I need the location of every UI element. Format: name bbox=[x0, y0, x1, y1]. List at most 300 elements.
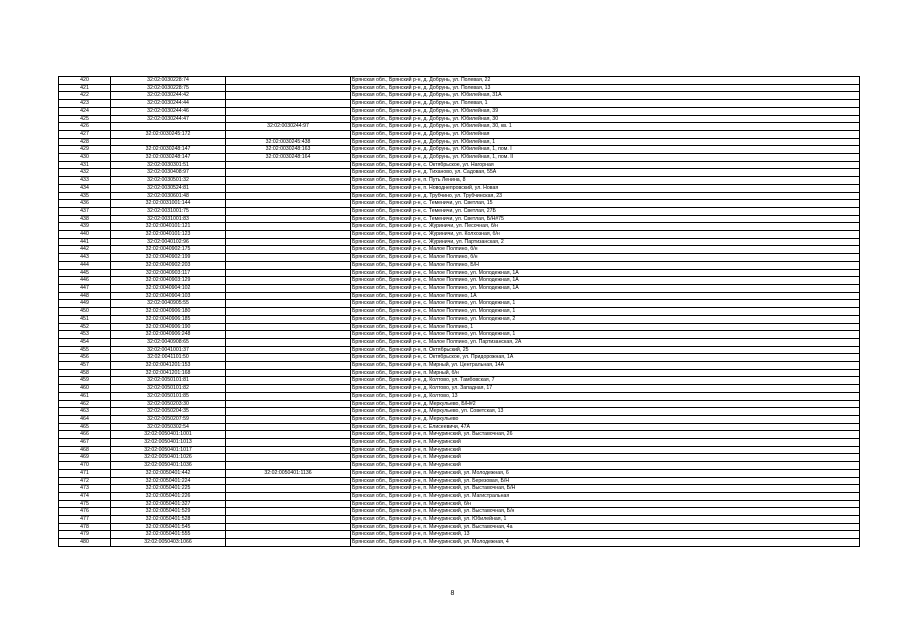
table-row bbox=[59, 123, 860, 131]
related-cadastral-number-cell bbox=[226, 508, 351, 516]
address-cell: Брянская обл., Брянский р-н, д. Добрунь, ул. Полевая, 1 bbox=[351, 100, 860, 108]
table-row bbox=[59, 346, 860, 354]
related-cadastral-number-cell bbox=[226, 161, 351, 169]
table-row bbox=[59, 92, 860, 100]
related-cadastral-number-cell bbox=[226, 77, 351, 85]
address-cell: Брянская обл., Брянский р-н, п. Мичуринский bbox=[351, 439, 860, 447]
address-cell: Брянская обл., Брянский р-н, с. Малое Полпино, ул. Молодежная, 1 bbox=[351, 300, 860, 308]
row-number-cell: 466 bbox=[59, 431, 111, 439]
table-row bbox=[59, 215, 860, 223]
address-cell: Брянская обл., Брянский р-н, с. Журиничи, ул. Песочная, б/н bbox=[351, 223, 860, 231]
table-row bbox=[59, 130, 860, 138]
address-cell: Брянская обл., Брянский р-н, д. Добрунь, ул. Юбилейная, 30 bbox=[351, 115, 860, 123]
table-row bbox=[59, 146, 860, 154]
cadastral-number-cell: 32:02:0040906:185 bbox=[111, 315, 226, 323]
row-number-cell: 429 bbox=[59, 146, 111, 154]
address-cell: Брянская обл., Брянский р-н, д. Добрунь, ул. Юбилейная, 39 bbox=[351, 107, 860, 115]
address-cell: Брянская обл., Брянский р-н, с. Журиничи, ул. Партизанская, 2 bbox=[351, 238, 860, 246]
property-registry-table bbox=[58, 76, 860, 547]
table-row bbox=[59, 100, 860, 108]
table-row bbox=[59, 400, 860, 408]
row-number-cell: 465 bbox=[59, 423, 111, 431]
related-cadastral-number-cell bbox=[226, 246, 351, 254]
row-number-cell: 447 bbox=[59, 284, 111, 292]
table-row bbox=[59, 231, 860, 239]
address-cell: Брянская обл., Брянский р-н, д. Добрунь, ул. Юбилейная, 1 bbox=[351, 138, 860, 146]
address-cell: Брянская обл., Брянский р-н, с. Теменичи, ул. Светлая, 15 bbox=[351, 200, 860, 208]
cadastral-number-cell: 32:02:0030248:147 bbox=[111, 146, 226, 154]
cadastral-number-cell bbox=[111, 123, 226, 131]
cadastral-number-cell: 32:02:0040906:248 bbox=[111, 331, 226, 339]
address-cell: Брянская обл., Брянский р-н, п. Мичуринский, ул. Юбилейная, 1 bbox=[351, 516, 860, 524]
row-number-cell: 434 bbox=[59, 184, 111, 192]
related-cadastral-number-cell bbox=[226, 354, 351, 362]
row-number-cell: 458 bbox=[59, 369, 111, 377]
row-number-cell: 446 bbox=[59, 277, 111, 285]
row-number-cell: 425 bbox=[59, 115, 111, 123]
cadastral-number-cell: 32:02:0040902:199 bbox=[111, 254, 226, 262]
row-number-cell: 452 bbox=[59, 323, 111, 331]
address-cell: Брянская обл., Брянский р-н, п. Путь Ленина, 8 bbox=[351, 177, 860, 185]
row-number-cell: 448 bbox=[59, 292, 111, 300]
related-cadastral-number-cell bbox=[226, 408, 351, 416]
cadastral-number-cell: 32:02:0031001:144 bbox=[111, 200, 226, 208]
table-row bbox=[59, 338, 860, 346]
table-row bbox=[59, 261, 860, 269]
cadastral-number-cell: 32:02:0050401:555 bbox=[111, 531, 226, 539]
row-number-cell: 473 bbox=[59, 485, 111, 493]
row-number-cell: 437 bbox=[59, 207, 111, 215]
table-row bbox=[59, 369, 860, 377]
address-cell: Брянская обл., Брянский р-н, д. Добрунь, ул. Юбилейная, 1, пом. I bbox=[351, 146, 860, 154]
table-row bbox=[59, 408, 860, 416]
row-number-cell: 453 bbox=[59, 331, 111, 339]
table-row bbox=[59, 500, 860, 508]
table-row bbox=[59, 531, 860, 539]
address-cell: Брянская обл., Брянский р-н, с. Малое Полпино, Б/Н bbox=[351, 261, 860, 269]
address-cell: Брянская обл., Брянский р-н, д. Добрунь, ул. Юбилейная, 31А bbox=[351, 92, 860, 100]
cadastral-number-cell: 32:02:0050101:82 bbox=[111, 385, 226, 393]
related-cadastral-number-cell bbox=[226, 261, 351, 269]
row-number-cell: 430 bbox=[59, 154, 111, 162]
cadastral-number-cell: 32:02:0040906:180 bbox=[111, 308, 226, 316]
cadastral-number-cell: 32:02:0030244:44 bbox=[111, 100, 226, 108]
cadastral-number-cell: 32:02:0030228:75 bbox=[111, 84, 226, 92]
row-number-cell: 432 bbox=[59, 169, 111, 177]
related-cadastral-number-cell bbox=[226, 238, 351, 246]
related-cadastral-number-cell bbox=[226, 107, 351, 115]
table-row bbox=[59, 415, 860, 423]
cadastral-number-cell: 32:02:0030501:32 bbox=[111, 177, 226, 185]
address-cell: Брянская обл., Брянский р-н, с. Малое Полпино, б/н bbox=[351, 246, 860, 254]
cadastral-number-cell: 32:02:0030601:48 bbox=[111, 192, 226, 200]
cadastral-number-cell: 32:02:0040902:203 bbox=[111, 261, 226, 269]
table-row bbox=[59, 446, 860, 454]
table-row bbox=[59, 485, 860, 493]
address-cell: Брянская обл., Брянский р-н, п. Мичуринский bbox=[351, 446, 860, 454]
related-cadastral-number-cell bbox=[226, 331, 351, 339]
row-number-cell: 423 bbox=[59, 100, 111, 108]
address-cell: Брянская обл., Брянский р-н, п. Октябрьский, 25 bbox=[351, 346, 860, 354]
cadastral-number-cell: 32:02:0040904:102 bbox=[111, 284, 226, 292]
table-row bbox=[59, 331, 860, 339]
cadastral-number-cell: 32:02:0040902:175 bbox=[111, 246, 226, 254]
cadastral-number-cell: 32:02:0041001:37 bbox=[111, 346, 226, 354]
address-cell: Брянская обл., Брянский р-н, с. Малое Полпино, ул. Молодежная, 1А bbox=[351, 277, 860, 285]
row-number-cell: 472 bbox=[59, 477, 111, 485]
related-cadastral-number-cell: 32:02:0050401:1136 bbox=[226, 469, 351, 477]
address-cell: Брянская обл., Брянский р-н, с. Октябрьское, ул. Придорожная, 1А bbox=[351, 354, 860, 362]
table-row bbox=[59, 292, 860, 300]
cadastral-number-cell: 32:02:0030244:46 bbox=[111, 107, 226, 115]
related-cadastral-number-cell bbox=[226, 415, 351, 423]
table-row bbox=[59, 423, 860, 431]
row-number-cell: 457 bbox=[59, 362, 111, 370]
table-row bbox=[59, 362, 860, 370]
cadastral-number-cell: 32:02:0030244:47 bbox=[111, 115, 226, 123]
cadastral-number-cell: 32:02:0030248:147 bbox=[111, 154, 226, 162]
address-cell: Брянская обл., Брянский р-н, д. Тиханово, ул. Садовая, 55А bbox=[351, 169, 860, 177]
table-row bbox=[59, 462, 860, 470]
address-cell: Брянская обл., Брянский р-н, п. Мирный, ул. Центральная, 14А bbox=[351, 362, 860, 370]
row-number-cell: 454 bbox=[59, 338, 111, 346]
table-row bbox=[59, 115, 860, 123]
cadastral-number-cell: 32:02:0050401:442 bbox=[111, 469, 226, 477]
related-cadastral-number-cell bbox=[226, 130, 351, 138]
table-row bbox=[59, 223, 860, 231]
row-number-cell: 478 bbox=[59, 523, 111, 531]
cadastral-number-cell: 32:02:0050403:1066 bbox=[111, 539, 226, 547]
row-number-cell: 428 bbox=[59, 138, 111, 146]
address-cell: Брянская обл., Брянский р-н, с. Малое Полпино, ул. Молодежная, 2 bbox=[351, 315, 860, 323]
address-cell: Брянская обл., Брянский р-н, п. Мичуринский, 13 bbox=[351, 531, 860, 539]
related-cadastral-number-cell bbox=[226, 500, 351, 508]
cadastral-number-cell: 32:02:0050401:226 bbox=[111, 492, 226, 500]
row-number-cell: 471 bbox=[59, 469, 111, 477]
cadastral-number-cell: 32:02:0040101:123 bbox=[111, 231, 226, 239]
related-cadastral-number-cell bbox=[226, 492, 351, 500]
row-number-cell: 451 bbox=[59, 315, 111, 323]
cadastral-number-cell: 32:02:0050401:528 bbox=[111, 516, 226, 524]
cadastral-number-cell: 32:02:0030524:81 bbox=[111, 184, 226, 192]
related-cadastral-number-cell bbox=[226, 516, 351, 524]
cadastral-number-cell: 32:02:0050302:54 bbox=[111, 423, 226, 431]
table-row bbox=[59, 385, 860, 393]
related-cadastral-number-cell bbox=[226, 385, 351, 393]
table-row bbox=[59, 161, 860, 169]
cadastral-number-cell: 32:02:0050204:35 bbox=[111, 408, 226, 416]
row-number-cell: 436 bbox=[59, 200, 111, 208]
table-row bbox=[59, 523, 860, 531]
table-row bbox=[59, 492, 860, 500]
related-cadastral-number-cell bbox=[226, 338, 351, 346]
address-cell: Брянская обл., Брянский р-н, д. Колтово, 13 bbox=[351, 392, 860, 400]
table-row bbox=[59, 392, 860, 400]
row-number-cell: 440 bbox=[59, 231, 111, 239]
row-number-cell: 443 bbox=[59, 254, 111, 262]
address-cell: Брянская обл., Брянский р-н, с. Малое Полпино, ул. Молодежная, 1А bbox=[351, 284, 860, 292]
page-number: 8 bbox=[450, 590, 455, 597]
address-cell: Брянская обл., Брянский р-н, с. Теменичи, ул. Светлая, 27Б bbox=[351, 207, 860, 215]
row-number-cell: 442 bbox=[59, 246, 111, 254]
address-cell: Брянская обл., Брянский р-н, д. Добрунь, ул. Полевая, 22 bbox=[351, 77, 860, 85]
cadastral-number-cell: 32:02:0040903:129 bbox=[111, 277, 226, 285]
address-cell: Брянская обл., Брянский р-н, п. Мирный, б/н bbox=[351, 369, 860, 377]
related-cadastral-number-cell bbox=[226, 400, 351, 408]
related-cadastral-number-cell: 32:02:0030248:163 bbox=[226, 146, 351, 154]
cadastral-number-cell: 32:02:0050401:327 bbox=[111, 500, 226, 508]
related-cadastral-number-cell bbox=[226, 215, 351, 223]
related-cadastral-number-cell bbox=[226, 439, 351, 447]
table-row bbox=[59, 77, 860, 85]
related-cadastral-number-cell bbox=[226, 269, 351, 277]
table-row bbox=[59, 238, 860, 246]
row-number-cell: 427 bbox=[59, 130, 111, 138]
address-cell: Брянская обл., Брянский р-н, п. Мичуринский, ул. Березовая, Б/Н bbox=[351, 477, 860, 485]
address-cell: Брянская обл., Брянский р-н, с. Журиничи, ул. Колхозная, б/н bbox=[351, 231, 860, 239]
row-number-cell: 433 bbox=[59, 177, 111, 185]
cadastral-number-cell: 32:02:0050401:1026 bbox=[111, 454, 226, 462]
table-row bbox=[59, 138, 860, 146]
row-number-cell: 456 bbox=[59, 354, 111, 362]
table-row bbox=[59, 439, 860, 447]
cadastral-number-cell: 32:02:0050401:1017 bbox=[111, 446, 226, 454]
related-cadastral-number-cell bbox=[226, 531, 351, 539]
address-cell: Брянская обл., Брянский р-н, п. Мичуринский, ул. Выставочная, 4а bbox=[351, 523, 860, 531]
table-row bbox=[59, 539, 860, 547]
row-number-cell: 474 bbox=[59, 492, 111, 500]
cadastral-number-cell: 32:02:0050401:1036 bbox=[111, 462, 226, 470]
cadastral-number-cell: 32:02:0041201:168 bbox=[111, 369, 226, 377]
row-number-cell: 480 bbox=[59, 539, 111, 547]
row-number-cell: 422 bbox=[59, 92, 111, 100]
cadastral-number-cell: 32:02:0030245:172 bbox=[111, 130, 226, 138]
table-row bbox=[59, 315, 860, 323]
cadastral-number-cell: 32:02:0040906:190 bbox=[111, 323, 226, 331]
related-cadastral-number-cell bbox=[226, 362, 351, 370]
row-number-cell: 479 bbox=[59, 531, 111, 539]
related-cadastral-number-cell bbox=[226, 431, 351, 439]
row-number-cell: 459 bbox=[59, 377, 111, 385]
table-row bbox=[59, 469, 860, 477]
cadastral-number-cell: 32:02:0030301:51 bbox=[111, 161, 226, 169]
address-cell: Брянская обл., Брянский р-н, с. Малое Полпино, 1А bbox=[351, 292, 860, 300]
cadastral-number-cell: 32:02:0050401:1001 bbox=[111, 431, 226, 439]
table-row bbox=[59, 323, 860, 331]
cadastral-number-cell: 32:02:0050401:224 bbox=[111, 477, 226, 485]
cadastral-number-cell: 32:02:0050401:225 bbox=[111, 485, 226, 493]
table-row bbox=[59, 107, 860, 115]
cadastral-number-cell: 32:02:0040908:65 bbox=[111, 338, 226, 346]
table-row bbox=[59, 454, 860, 462]
related-cadastral-number-cell bbox=[226, 177, 351, 185]
related-cadastral-number-cell bbox=[226, 346, 351, 354]
table-row bbox=[59, 431, 860, 439]
table-row bbox=[59, 308, 860, 316]
cadastral-number-cell: 32:02:0030244:42 bbox=[111, 92, 226, 100]
cadastral-number-cell: 32:02:0040101:121 bbox=[111, 223, 226, 231]
address-cell: Брянская обл., Брянский р-н, д. Трубчино, ул. Трубчинская, 23 bbox=[351, 192, 860, 200]
table-row bbox=[59, 254, 860, 262]
related-cadastral-number-cell: 32:02:0030245:438 bbox=[226, 138, 351, 146]
related-cadastral-number-cell bbox=[226, 454, 351, 462]
row-number-cell: 469 bbox=[59, 454, 111, 462]
row-number-cell: 464 bbox=[59, 415, 111, 423]
address-cell: Брянская обл., Брянский р-н, д. Меркульево, Б/Н#2 bbox=[351, 400, 860, 408]
related-cadastral-number-cell: 32:02:0030244:97 bbox=[226, 123, 351, 131]
address-cell: Брянская обл., Брянский р-н, с. Малое Полпино, ул. Молодежная, 1 bbox=[351, 331, 860, 339]
related-cadastral-number-cell bbox=[226, 315, 351, 323]
address-cell: Брянская обл., Брянский р-н, п. Мичуринский, ул. Выставочная, Б/н bbox=[351, 508, 860, 516]
address-cell: Брянская обл., Брянский р-н, с. Малое Полпино, ул. Партизанская, 2А bbox=[351, 338, 860, 346]
cadastral-number-cell: 32:02:0050101:85 bbox=[111, 392, 226, 400]
related-cadastral-number-cell bbox=[226, 300, 351, 308]
row-number-cell: 435 bbox=[59, 192, 111, 200]
address-cell: Брянская обл., Брянский р-н, п. Мичуринский bbox=[351, 454, 860, 462]
related-cadastral-number-cell bbox=[226, 192, 351, 200]
table-row bbox=[59, 477, 860, 485]
address-cell: Брянская обл., Брянский р-н, п. Мичуринский bbox=[351, 462, 860, 470]
related-cadastral-number-cell bbox=[226, 539, 351, 547]
row-number-cell: 431 bbox=[59, 161, 111, 169]
table-row bbox=[59, 277, 860, 285]
related-cadastral-number-cell bbox=[226, 308, 351, 316]
related-cadastral-number-cell bbox=[226, 423, 351, 431]
registry-table-body bbox=[59, 77, 860, 547]
cadastral-number-cell: 32:02:0041201:153 bbox=[111, 362, 226, 370]
related-cadastral-number-cell bbox=[226, 477, 351, 485]
cadastral-number-cell: 32:02:0041101:50 bbox=[111, 354, 226, 362]
cadastral-number-cell: 32:02:0050203:30 bbox=[111, 400, 226, 408]
address-cell: Брянская обл., Брянский р-н, д. Добрунь, ул. Юбилейная bbox=[351, 130, 860, 138]
address-cell: Брянская обл., Брянский р-н, с. Теменичи, ул. Светлая, Б/Н#75 bbox=[351, 215, 860, 223]
related-cadastral-number-cell bbox=[226, 231, 351, 239]
table-row bbox=[59, 354, 860, 362]
row-number-cell: 475 bbox=[59, 500, 111, 508]
related-cadastral-number-cell bbox=[226, 200, 351, 208]
table-row bbox=[59, 184, 860, 192]
row-number-cell: 462 bbox=[59, 400, 111, 408]
related-cadastral-number-cell bbox=[226, 284, 351, 292]
table-row bbox=[59, 207, 860, 215]
table-row bbox=[59, 300, 860, 308]
cadastral-number-cell: 32:02:0031001:75 bbox=[111, 207, 226, 215]
cadastral-number-cell: 32:02:0030408:97 bbox=[111, 169, 226, 177]
address-cell: Брянская обл., Брянский р-н, п. Мичуринский, ул. Выставочная, Б/Н bbox=[351, 485, 860, 493]
address-cell: Брянская обл., Брянский р-н, п. Мичуринский, ул. Молодежная, 4 bbox=[351, 539, 860, 547]
address-cell: Брянская обл., Брянский р-н, с. Малое Полпино, б/н bbox=[351, 254, 860, 262]
address-cell: Брянская обл., Брянский р-н, д. Колтово, ул. Западная, 17 bbox=[351, 385, 860, 393]
row-number-cell: 477 bbox=[59, 516, 111, 524]
row-number-cell: 441 bbox=[59, 238, 111, 246]
table-row bbox=[59, 177, 860, 185]
related-cadastral-number-cell bbox=[226, 100, 351, 108]
row-number-cell: 445 bbox=[59, 269, 111, 277]
row-number-cell: 470 bbox=[59, 462, 111, 470]
row-number-cell: 461 bbox=[59, 392, 111, 400]
related-cadastral-number-cell bbox=[226, 84, 351, 92]
address-cell: Брянская обл., Брянский р-н, с. Малое Полпино, ул. Молодежная, 1 bbox=[351, 308, 860, 316]
related-cadastral-number-cell: 32:02:0030248:164 bbox=[226, 154, 351, 162]
address-cell: Брянская обл., Брянский р-н, п. Мичуринский, ул. Молодежная, 6 bbox=[351, 469, 860, 477]
address-cell: Брянская обл., Брянский р-н, п. Мичуринский, ул. Выставочная, 26 bbox=[351, 431, 860, 439]
cadastral-number-cell bbox=[111, 138, 226, 146]
address-cell: Брянская обл., Брянский р-н, д. Колтово, ул. Тамбовская, 7 bbox=[351, 377, 860, 385]
address-cell: Брянская обл., Брянский р-н, с. Октябрьское, ул. Нагорная bbox=[351, 161, 860, 169]
row-number-cell: 438 bbox=[59, 215, 111, 223]
row-number-cell: 424 bbox=[59, 107, 111, 115]
table-row bbox=[59, 284, 860, 292]
related-cadastral-number-cell bbox=[226, 115, 351, 123]
cadastral-number-cell: 32:02:0040102:96 bbox=[111, 238, 226, 246]
cadastral-number-cell: 32:02:0040904:103 bbox=[111, 292, 226, 300]
row-number-cell: 449 bbox=[59, 300, 111, 308]
table-row bbox=[59, 508, 860, 516]
cadastral-number-cell: 32:02:0050101:81 bbox=[111, 377, 226, 385]
address-cell: Брянская обл., Брянский р-н, д. Добрунь, ул. Юбилейная, 30, кв. 1 bbox=[351, 123, 860, 131]
row-number-cell: 421 bbox=[59, 84, 111, 92]
row-number-cell: 439 bbox=[59, 223, 111, 231]
cadastral-number-cell: 32:02:0050401:545 bbox=[111, 523, 226, 531]
cadastral-number-cell: 32:02:0040905:55 bbox=[111, 300, 226, 308]
cadastral-number-cell: 32:02:0050401:529 bbox=[111, 508, 226, 516]
row-number-cell: 460 bbox=[59, 385, 111, 393]
related-cadastral-number-cell bbox=[226, 323, 351, 331]
row-number-cell: 426 bbox=[59, 123, 111, 131]
cadastral-number-cell: 32:02:0031001:83 bbox=[111, 215, 226, 223]
row-number-cell: 468 bbox=[59, 446, 111, 454]
related-cadastral-number-cell bbox=[226, 462, 351, 470]
table-row bbox=[59, 200, 860, 208]
related-cadastral-number-cell bbox=[226, 254, 351, 262]
row-number-cell: 455 bbox=[59, 346, 111, 354]
address-cell: Брянская обл., Брянский р-н, п. Новоднепровский, ул. Новая bbox=[351, 184, 860, 192]
related-cadastral-number-cell bbox=[226, 223, 351, 231]
related-cadastral-number-cell bbox=[226, 392, 351, 400]
table-row bbox=[59, 377, 860, 385]
related-cadastral-number-cell bbox=[226, 523, 351, 531]
row-number-cell: 420 bbox=[59, 77, 111, 85]
address-cell: Брянская обл., Брянский р-н, п. Мичуринский, б/н bbox=[351, 500, 860, 508]
address-cell: Брянская обл., Брянский р-н, п. Мичуринский, ул. Магистральная bbox=[351, 492, 860, 500]
table-row bbox=[59, 269, 860, 277]
related-cadastral-number-cell bbox=[226, 92, 351, 100]
table-row bbox=[59, 84, 860, 92]
related-cadastral-number-cell bbox=[226, 369, 351, 377]
related-cadastral-number-cell bbox=[226, 292, 351, 300]
cadastral-number-cell: 32:02:0040903:117 bbox=[111, 269, 226, 277]
address-cell: Брянская обл., Брянский р-н, с. Елисеевичи, 47А bbox=[351, 423, 860, 431]
address-cell: Брянская обл., Брянский р-н, д. Добрунь, ул. Юбилейная, 1, пом. II bbox=[351, 154, 860, 162]
cadastral-number-cell: 32:02:0050401:1013 bbox=[111, 439, 226, 447]
related-cadastral-number-cell bbox=[226, 169, 351, 177]
address-cell: Брянская обл., Брянский р-н, д. Меркульево bbox=[351, 415, 860, 423]
cadastral-number-cell: 32:02:0050207:59 bbox=[111, 415, 226, 423]
row-number-cell: 467 bbox=[59, 439, 111, 447]
address-cell: Брянская обл., Брянский р-н, с. Малое Полпино, 1 bbox=[351, 323, 860, 331]
related-cadastral-number-cell bbox=[226, 184, 351, 192]
row-number-cell: 450 bbox=[59, 308, 111, 316]
address-cell: Брянская обл., Брянский р-н, д. Меркульево, ул. Советская, 13 bbox=[351, 408, 860, 416]
related-cadastral-number-cell bbox=[226, 485, 351, 493]
row-number-cell: 463 bbox=[59, 408, 111, 416]
row-number-cell: 476 bbox=[59, 508, 111, 516]
related-cadastral-number-cell bbox=[226, 446, 351, 454]
table-row bbox=[59, 154, 860, 162]
table-row bbox=[59, 192, 860, 200]
related-cadastral-number-cell bbox=[226, 377, 351, 385]
row-number-cell: 444 bbox=[59, 261, 111, 269]
